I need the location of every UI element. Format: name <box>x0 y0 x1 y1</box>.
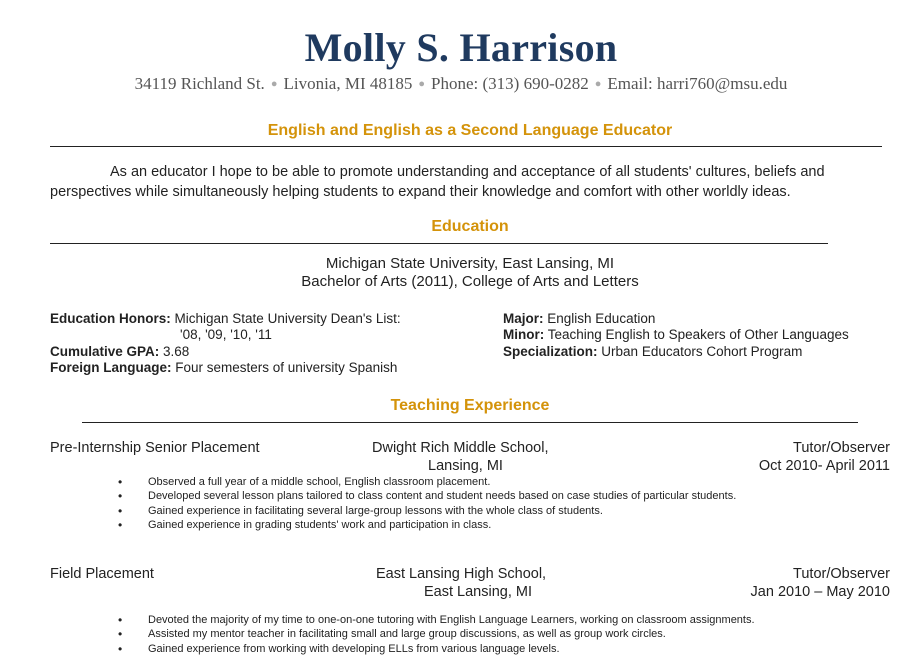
job-position: Pre-Internship Senior Placement <box>50 440 260 456</box>
specialization-value: Urban Educators Cohort Program <box>601 344 803 359</box>
job-bullet: • Devoted the majority of my time to one-on-one tutoring with English Language Learners, working on classroom assignments. <box>118 613 755 627</box>
contact-email[interactable]: Email: harri760@msu.edu <box>607 74 788 93</box>
experience-title: Teaching Experience <box>390 397 550 414</box>
language-value: Four semesters of university Spanish <box>175 360 398 375</box>
honors-value: Michigan State University Dean's List: <box>174 311 401 326</box>
contact-street: 34119 Richland St. <box>134 74 265 93</box>
job-bullets <box>118 613 755 656</box>
education-specialization <box>503 343 802 360</box>
major-value: English Education <box>547 311 656 326</box>
minor-label: Minor: <box>503 327 545 342</box>
education-title: Education <box>431 218 509 235</box>
objective-title: English and English as a Second Language Educator <box>267 122 673 139</box>
education-honors <box>50 310 401 327</box>
job-bullet: • Gained experience in grading students' work and participation in class. <box>118 518 736 532</box>
job-school: East Lansing High School, <box>376 566 547 582</box>
contact-separator: ● <box>418 78 426 90</box>
education-major <box>503 310 655 327</box>
education-language <box>50 359 397 376</box>
job-role: Tutor/Observer <box>793 566 890 582</box>
specialization-label: Specialization: <box>503 344 598 359</box>
job-bullet: • Observed a full year of a middle school, English classroom placement. <box>118 475 736 489</box>
job-bullet: • Developed several lesson plans tailored to class content and student needs based on case studies of particular students. <box>118 489 736 503</box>
job-bullet: • Gained experience from working with developing ELLs from various language levels. <box>118 642 755 656</box>
job-bullets <box>118 475 736 533</box>
section-divider <box>50 146 882 147</box>
major-label: Major: <box>503 311 544 326</box>
education-degree: Bachelor of Arts (2011), College of Arts and Letters <box>301 273 639 290</box>
section-divider <box>82 422 858 423</box>
honors-label: Education Honors: <box>50 311 171 326</box>
job-location: Lansing, MI <box>428 458 503 474</box>
job-school: Dwight Rich Middle School, <box>372 440 549 456</box>
honors-years: '08, '09, '10, '11 <box>180 327 272 342</box>
job-role: Tutor/Observer <box>793 440 890 456</box>
job-dates: Oct 2010- April 2011 <box>758 458 890 474</box>
contact-city: Livonia, MI 48185 <box>283 74 413 93</box>
objective-text: As an educator I hope to be able to promote understanding and acceptance of all students' cultures, beliefs and perspectives while simultaneously helping students to expand their knowledge and comfort with other worldly ideas. <box>50 164 825 200</box>
education-school: Michigan State University, East Lansing, MI <box>325 255 615 272</box>
language-label: Foreign Language: <box>50 360 172 375</box>
job-bullet: • Assisted my mentor teacher in facilitating small and large group discussions, as well as group work circles. <box>118 627 755 641</box>
job-bullet: • Gained experience in facilitating several large-group lessons with the whole class of students. <box>118 504 736 518</box>
gpa-value: 3.68 <box>163 344 190 359</box>
minor-value: Teaching English to Speakers of Other Languages <box>547 327 849 342</box>
job-position: Field Placement <box>50 566 154 582</box>
job-location: East Lansing, MI <box>424 584 532 600</box>
section-divider <box>50 243 828 244</box>
education-gpa <box>50 343 189 360</box>
contact-separator: ● <box>270 78 278 90</box>
job-dates: Jan 2010 – May 2010 <box>750 584 890 600</box>
gpa-label: Cumulative GPA: <box>50 344 160 359</box>
candidate-name: Molly S. Harrison <box>304 25 618 70</box>
contact-phone: Phone: (313) 690-0282 <box>431 74 589 93</box>
contact-line <box>0 74 922 94</box>
contact-separator: ● <box>594 78 602 90</box>
education-minor <box>503 326 849 343</box>
